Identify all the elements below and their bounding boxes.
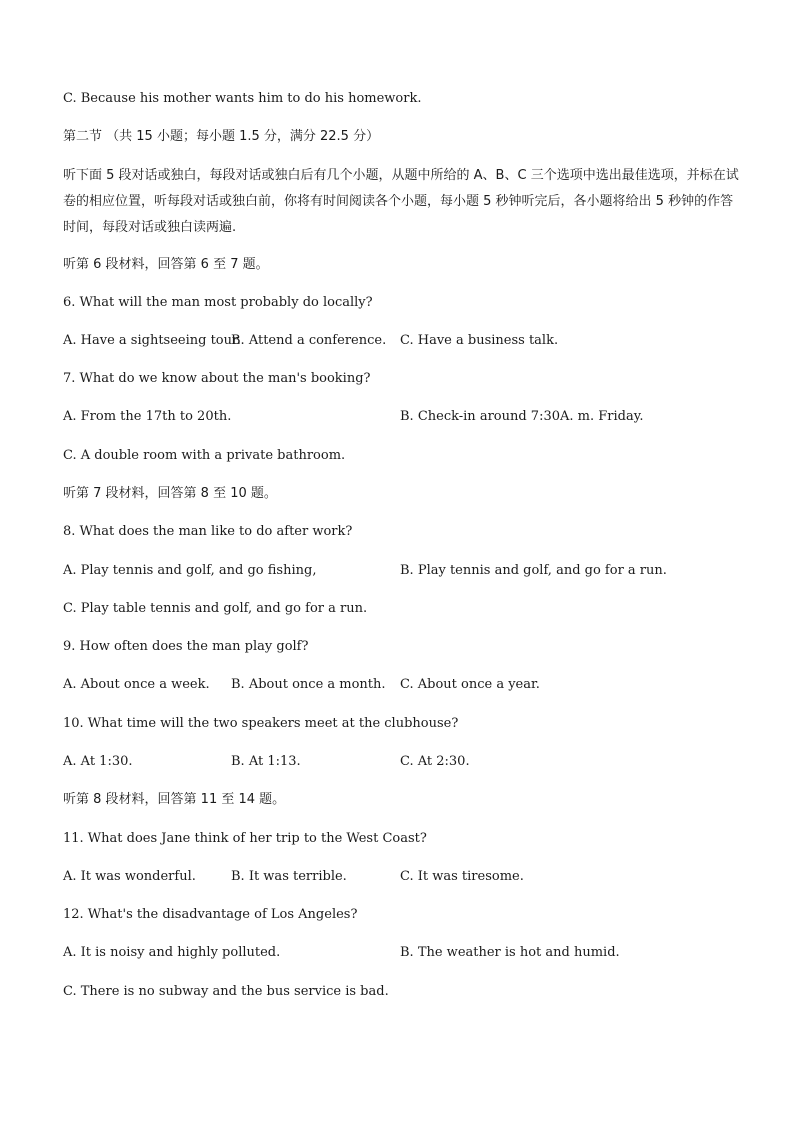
question-7-stem: 7. What do we know about the man's booking? [63, 371, 371, 386]
question-9-option-c: C. About once a year. [400, 677, 540, 692]
question-7-option-a: A. From the 17th to 20th. [63, 409, 232, 424]
question-11-option-b: B. It was terrible. [231, 869, 347, 884]
material-7-heading: 听第 7 段材料，回答第 8 至 10 题。 [63, 486, 277, 501]
question-6-option-b: B. Attend a conference. [231, 333, 387, 348]
question-8-option-c: C. Play table tennis and golf, and go for a run. [63, 601, 368, 616]
question-9-stem: 9. How often does the man play golf? [63, 639, 309, 654]
section-instructions: 听下面 5 段对话或独白，每段对话或独白后有几个小题，从题中所给的 A、B、C 三个选项中选出最佳选项，并标在试卷的相应位置，听每段对话或独白前，你将有时间阅读各个小题，每小题 5 秒钟听完后，各小题将给出 5 秒钟的作答时间，每段对话或独白读两遍. [63, 168, 739, 235]
question-10-stem: 10. What time will the two speakers meet at the clubhouse? [63, 716, 459, 731]
question-7-option-c: C. A double room with a private bathroom. [63, 448, 346, 463]
question-11-option-c: C. It was tiresome. [400, 869, 524, 884]
question-7-option-b: B. Check-in around 7:30A. m. Friday. [400, 409, 644, 424]
section-heading: 第二节 （共 15 小题；每小题 1.5 分，满分 22.5 分） [63, 129, 380, 144]
question-10-option-c: C. At 2:30. [400, 754, 470, 769]
question-10-option-b: B. At 1:13. [231, 754, 301, 769]
question-9-option-a: A. About once a week. [63, 677, 210, 692]
question-11-option-a: A. It was wonderful. [63, 869, 196, 884]
question-6-option-c: C. Have a business talk. [400, 333, 559, 348]
question-10-option-a: A. At 1:30. [63, 754, 133, 769]
question-12-option-a: A. It is noisy and highly polluted. [63, 945, 281, 960]
material-8-heading: 听第 8 段材料，回答第 11 至 14 题。 [63, 792, 286, 807]
question-12-option-b: B. The weather is hot and humid. [400, 945, 620, 960]
material-6-heading: 听第 6 段材料，回答第 6 至 7 题。 [63, 257, 269, 272]
question-11-stem: 11. What does Jane think of her trip to the West Coast? [63, 831, 427, 846]
question-6-option-a: A. Have a sightseeing tour. [63, 333, 241, 348]
question-8-stem: 8. What does the man like to do after work? [63, 524, 353, 539]
question-12-option-c: C. There is no subway and the bus service is bad. [63, 984, 389, 999]
prev-question-option-c: C. Because his mother wants him to do his homework. [63, 91, 422, 106]
question-8-option-b: B. Play tennis and golf, and go for a run. [400, 563, 667, 578]
question-6-stem: 6. What will the man most probably do locally? [63, 295, 373, 310]
question-12-stem: 12. What's the disadvantage of Los Angeles? [63, 907, 358, 922]
question-8-option-a: A. Play tennis and golf, and go fishing, [63, 563, 317, 578]
question-9-option-b: B. About once a month. [231, 677, 386, 692]
